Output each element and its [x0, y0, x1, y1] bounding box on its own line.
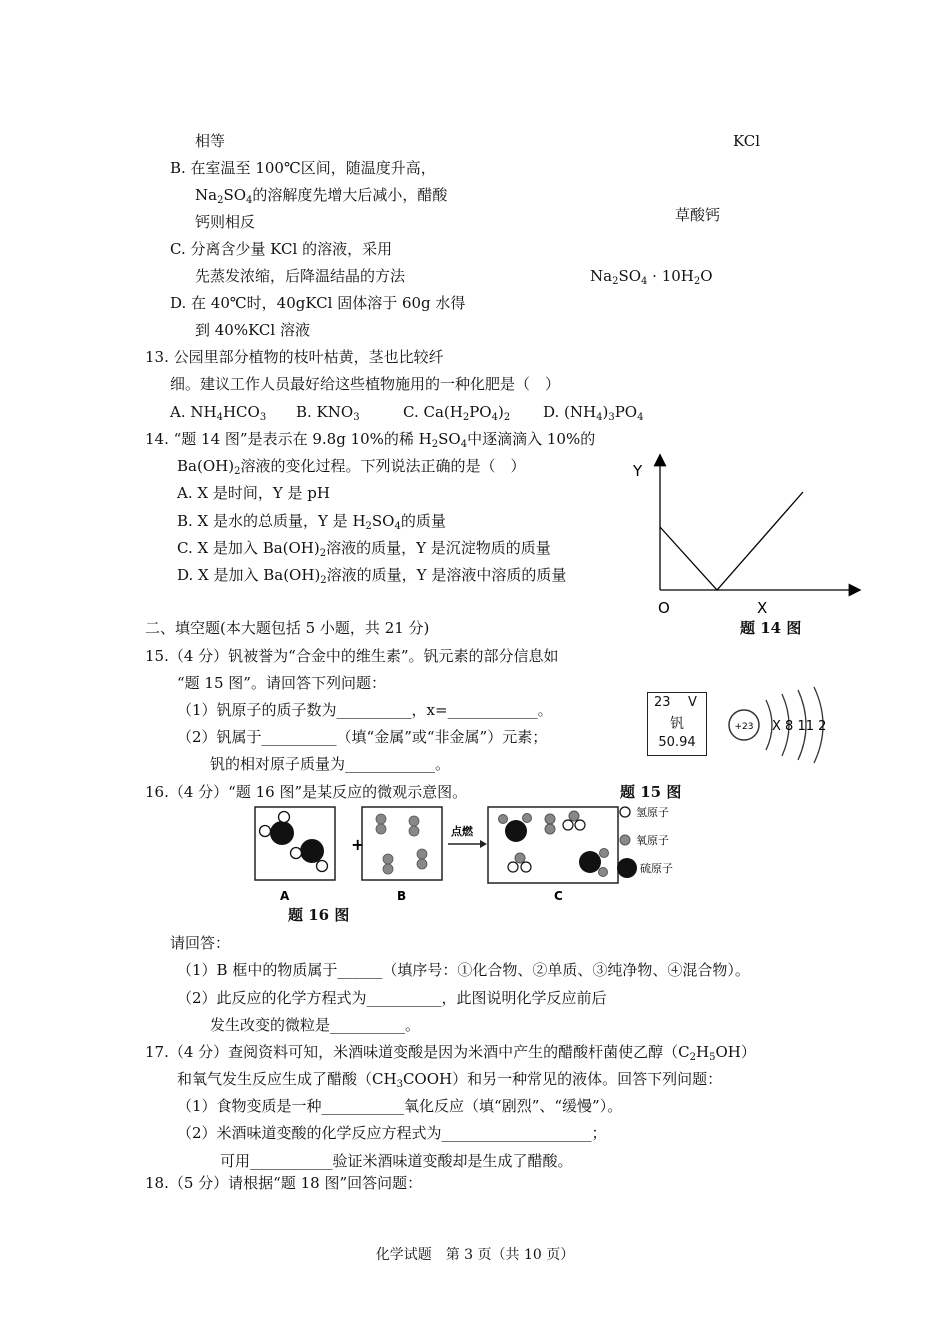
vanadium-atomic-mass: 50.94	[658, 735, 696, 750]
q14-axis-x-label: X	[757, 599, 768, 617]
q15-line1: 15.（4 分）钒被誉为“合金中的维生素”。钒元素的部分信息如	[145, 647, 559, 665]
q16-reaction-diagram	[250, 800, 705, 905]
legend-oxygen-swatch	[620, 835, 630, 845]
q12-option-d-line2: 到 40%KCl 溶液	[195, 321, 310, 339]
q17-line2: 和氧气发生反应生成了醋酸$(CH_3COOH)$和另一种常见的液体。回答下列问题：	[177, 1070, 723, 1090]
so2-molecule	[499, 814, 532, 843]
o2-molecule	[545, 814, 555, 834]
q14-graph	[625, 450, 870, 625]
q13-line1: 13. 公园里部分植物的枝叶枯黄，茎也比较纤	[145, 348, 444, 366]
section2-heading: 二、填空题(本大题包括 5 小题，共 21 分)	[145, 619, 430, 637]
q13-option-b: B. $KNO_3$	[296, 403, 360, 423]
h2s-molecule	[291, 839, 328, 872]
h2o-molecule	[508, 853, 531, 872]
q16-question2-cont: 发生改变的微粒是__________。	[210, 1016, 421, 1034]
legend-sulfur-label: 硫原子	[640, 862, 673, 875]
legend-oxygen-label: 氧原子	[636, 834, 669, 847]
q12-option-c-line2: 先蒸发浓缩，后降温结晶的方法	[195, 267, 406, 285]
q12-option-a-cont: 相等	[195, 132, 226, 150]
q14-option-c: C. X 是加入 $Ba(OH)_2$溶液的质量，Y 是沉淀物质的质量	[177, 539, 551, 559]
q12-option-c-line1: C. 分离含少量 KCl 的溶液，采用	[170, 240, 393, 258]
q17-question1: （1）食物变质是一种___________氧化反应（填“剧烈”、“缓慢”）。	[177, 1097, 623, 1115]
vanadium-atom-structure	[722, 682, 840, 768]
o2-molecule	[376, 814, 386, 834]
q17-line1: 17.（4 分）查阅资料可知，米酒味道变酸是因为米酒中产生的醋酸杆菌使乙醇$(C_2H_5OH)$	[145, 1043, 756, 1063]
q16-please-answer: 请回答：	[170, 934, 231, 952]
q12-option-b-line1: B. 在室温至 100℃区间，随温度升高，	[170, 159, 436, 177]
vanadium-atomic-number: 23	[654, 695, 671, 710]
q14-option-a: A. X 是时间，Y 是 pH	[177, 484, 330, 502]
q13-option-c: C. $Ca(H_2PO_4)_2$	[403, 403, 511, 423]
q13-option-d: D. $(NH_4)_3PO_4$	[543, 403, 644, 423]
page-footer: 化学试题 第 3 页（共 10 页）	[375, 1247, 575, 1263]
q14-axis-y-label: Y	[633, 462, 643, 480]
box-b	[362, 807, 442, 880]
q18-line1: 18.（5 分）请根据“题 18 图”回答问题：	[145, 1174, 423, 1192]
legend-hydrogen-swatch	[620, 807, 630, 817]
o2-molecule	[417, 849, 427, 869]
q16-line1: 16.（4 分）“题 16 图”是某反应的微观示意图。	[145, 783, 468, 801]
q14-curve	[660, 492, 803, 590]
q15-question1: （1）钒原子的质子数为__________，x=____________。	[177, 701, 553, 719]
so2-molecule	[579, 849, 609, 877]
q14-caption: 题 14 图	[740, 619, 802, 637]
vanadium-name: 钒	[670, 716, 684, 732]
q12-label-calcium-oxalate: 草酸钙	[675, 206, 721, 224]
q14-line1: 14. “题 14 图”是表示在 9.8g 10%的稀 $H_2SO_4$中逐滴滴入 10%的	[145, 430, 596, 450]
q12-option-b-line2: $Na_2SO_4$的溶解度先增大后减小，醋酸	[195, 186, 448, 206]
q17-question2: （2）米酒味道变酸的化学反应方程式为____________________；	[177, 1124, 607, 1142]
q14-option-b: B. X 是水的总质量，Y 是 $H_2SO_4$的质量	[177, 512, 446, 532]
box-a-label: A	[280, 889, 290, 903]
nucleus-charge: +23	[734, 722, 754, 732]
electron-counts: X 8 11 2	[772, 719, 827, 734]
q12-option-b-line3: 钙则相反	[195, 213, 256, 231]
vanadium-symbol: V	[688, 695, 697, 710]
q12-label-kcl: KCl	[733, 132, 761, 150]
plus-sign: +	[351, 835, 365, 854]
box-c-label: C	[554, 889, 563, 903]
reaction-arrow-head	[480, 840, 487, 848]
q12-option-d-line1: D. 在 40℃时，40gKCl 固体溶于 60g 水得	[170, 294, 466, 312]
legend-sulfur-swatch	[617, 858, 637, 878]
q13-option-a: A. $NH_4HCO_3$	[170, 403, 267, 423]
q17-question2-cont: 可用___________验证米酒味道变酸却是生成了醋酸。	[220, 1152, 573, 1170]
q16-caption: 题 16 图	[288, 906, 350, 924]
box-b-label: B	[397, 889, 407, 903]
q15-line2: “题 15 图”。请回答下列问题：	[177, 674, 386, 692]
h2o-molecule	[563, 811, 585, 830]
q15-question2: （2）钒属于__________（填“金属”或“非金属”）元素；	[177, 728, 548, 746]
q14-axis-origin-label: O	[658, 599, 670, 617]
h2s-molecule	[260, 812, 295, 846]
q15-caption: 题 15 图	[620, 783, 682, 801]
q15-question2-cont: 钒的相对原子质量为____________。	[210, 755, 451, 773]
q16-question1: （1）B 框中的物质属于______（填序号：①化合物、②单质、③纯净物、④混合物）。	[177, 961, 750, 979]
q14-line2: $Ba(OH)_2$溶液的变化过程。下列说法正确的是（ ）	[177, 457, 526, 477]
ignite-label: 点燃	[451, 825, 473, 838]
o2-molecule	[383, 854, 393, 874]
q12-label-na2so4: $Na_2SO_4 \cdot 10H_2O$	[590, 267, 713, 287]
o2-molecule	[409, 816, 419, 836]
q14-option-d: D. X 是加入 $Ba(OH)_2$溶液的质量，Y 是溶液中溶质的质量	[177, 566, 567, 586]
legend-hydrogen-label: 氢原子	[636, 806, 669, 819]
vanadium-element-card	[647, 692, 707, 756]
q16-question2: （2）此反应的化学方程式为__________，此图说明化学反应前后	[177, 989, 607, 1007]
q13-line2: 细。建议工作人员最好给这些植物施用的一种化肥是（ ）	[170, 375, 561, 393]
